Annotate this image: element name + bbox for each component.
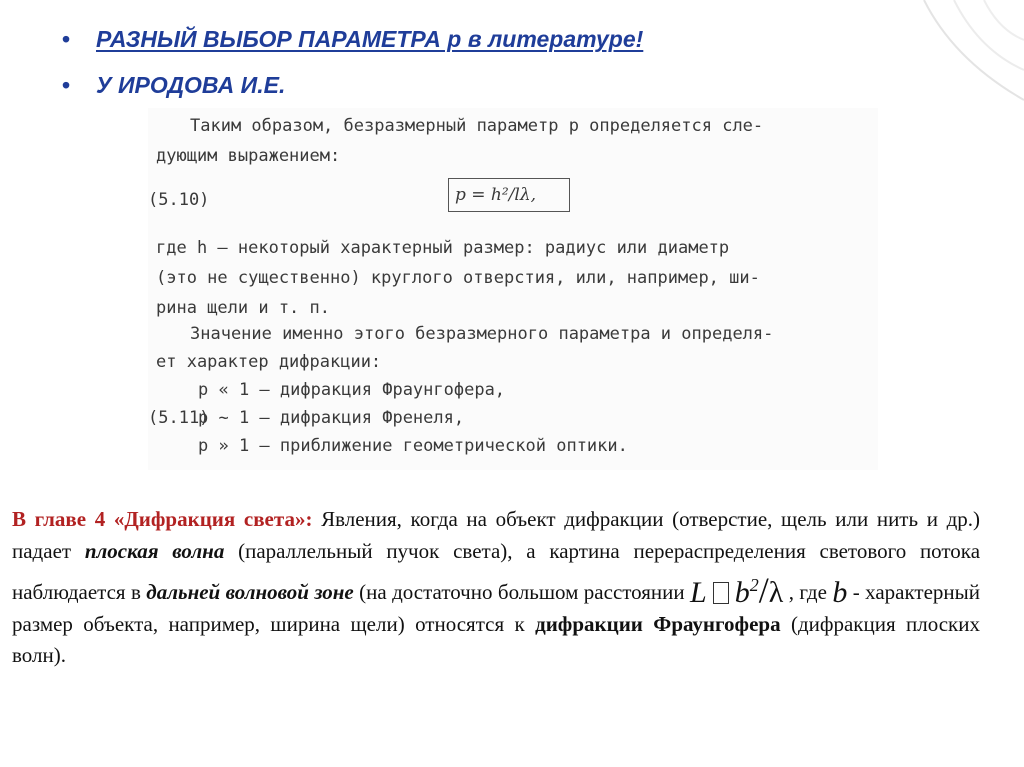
scan-case-line: p ~ 1 — дифракция Френеля, bbox=[198, 408, 465, 428]
scan-line: где h — некоторый характерный размер: радиус или диаметр bbox=[156, 238, 730, 258]
scan-line: ет характер дифракции: bbox=[156, 352, 382, 372]
emphasis-text: дальней волновой зоне bbox=[146, 580, 354, 604]
bullet-text: У ИРОДОВА И.Е. bbox=[96, 72, 286, 98]
scan-case-line: p « 1 — дифракция Фраунгофера, bbox=[198, 380, 506, 400]
paragraph-text: (на достаточно большом расстоянии bbox=[353, 580, 691, 604]
math-symbol-b: b bbox=[832, 576, 848, 609]
bullet-item bbox=[62, 26, 643, 72]
bullet-text: РАЗНЫЙ ВЫБОР ПАРАМЕТРА р в литературе! bbox=[96, 26, 644, 52]
paragraph-text: (дифракция плоских волн). bbox=[12, 611, 981, 667]
equation-number: (5.11) bbox=[148, 408, 210, 428]
paragraph-text: (параллельный пучок света), а картина перераспределения светового потока наблюдается в bbox=[12, 538, 981, 604]
math-expression bbox=[690, 570, 784, 610]
paragraph-text: Явления, когда на объект дифракции (отверстие, щель или нить и др.) падает bbox=[12, 507, 981, 563]
scanned-book-excerpt bbox=[148, 108, 878, 470]
body-paragraph bbox=[12, 504, 980, 672]
formula-box: p = h²/lλ, bbox=[448, 178, 570, 212]
scan-line: рина щели и т. п. bbox=[156, 298, 330, 318]
decorative-corner bbox=[884, 0, 1024, 150]
paragraph-text: , где bbox=[783, 580, 833, 604]
scan-line: дующим выражением: bbox=[156, 146, 341, 166]
math-exponent: 2 bbox=[749, 575, 759, 595]
bullet-marker: • bbox=[62, 72, 71, 98]
math-slash: / bbox=[758, 570, 769, 610]
scan-line: Значение именно этого безразмерного параметра и определя- bbox=[190, 324, 774, 344]
bullet-marker: • bbox=[62, 26, 71, 52]
chapter-reference: В главе 4 «Дифракция света»: bbox=[12, 507, 313, 531]
paragraph-text: - характерный размер объекта, например, ширина щели) относятся к bbox=[12, 580, 980, 636]
emphasis-text: дифракции Фраунгофера bbox=[535, 611, 781, 636]
scan-case-line: p » 1 — приближение геометрической оптики. bbox=[198, 436, 628, 456]
bullet-list bbox=[62, 26, 643, 118]
equation-number: (5.10) bbox=[148, 190, 210, 210]
math-symbol-b: b bbox=[734, 576, 750, 609]
math-symbol-lambda: λ bbox=[768, 576, 784, 609]
math-symbol-L: L bbox=[690, 576, 707, 609]
scan-line: Таким образом, безразмерный параметр p определяется сле- bbox=[190, 116, 764, 136]
emphasis-text: плоская волна bbox=[84, 538, 225, 563]
scan-line: (это не существенно) круглого отверстия, или, например, ши- bbox=[156, 268, 760, 288]
missing-glyph-box bbox=[713, 582, 729, 604]
